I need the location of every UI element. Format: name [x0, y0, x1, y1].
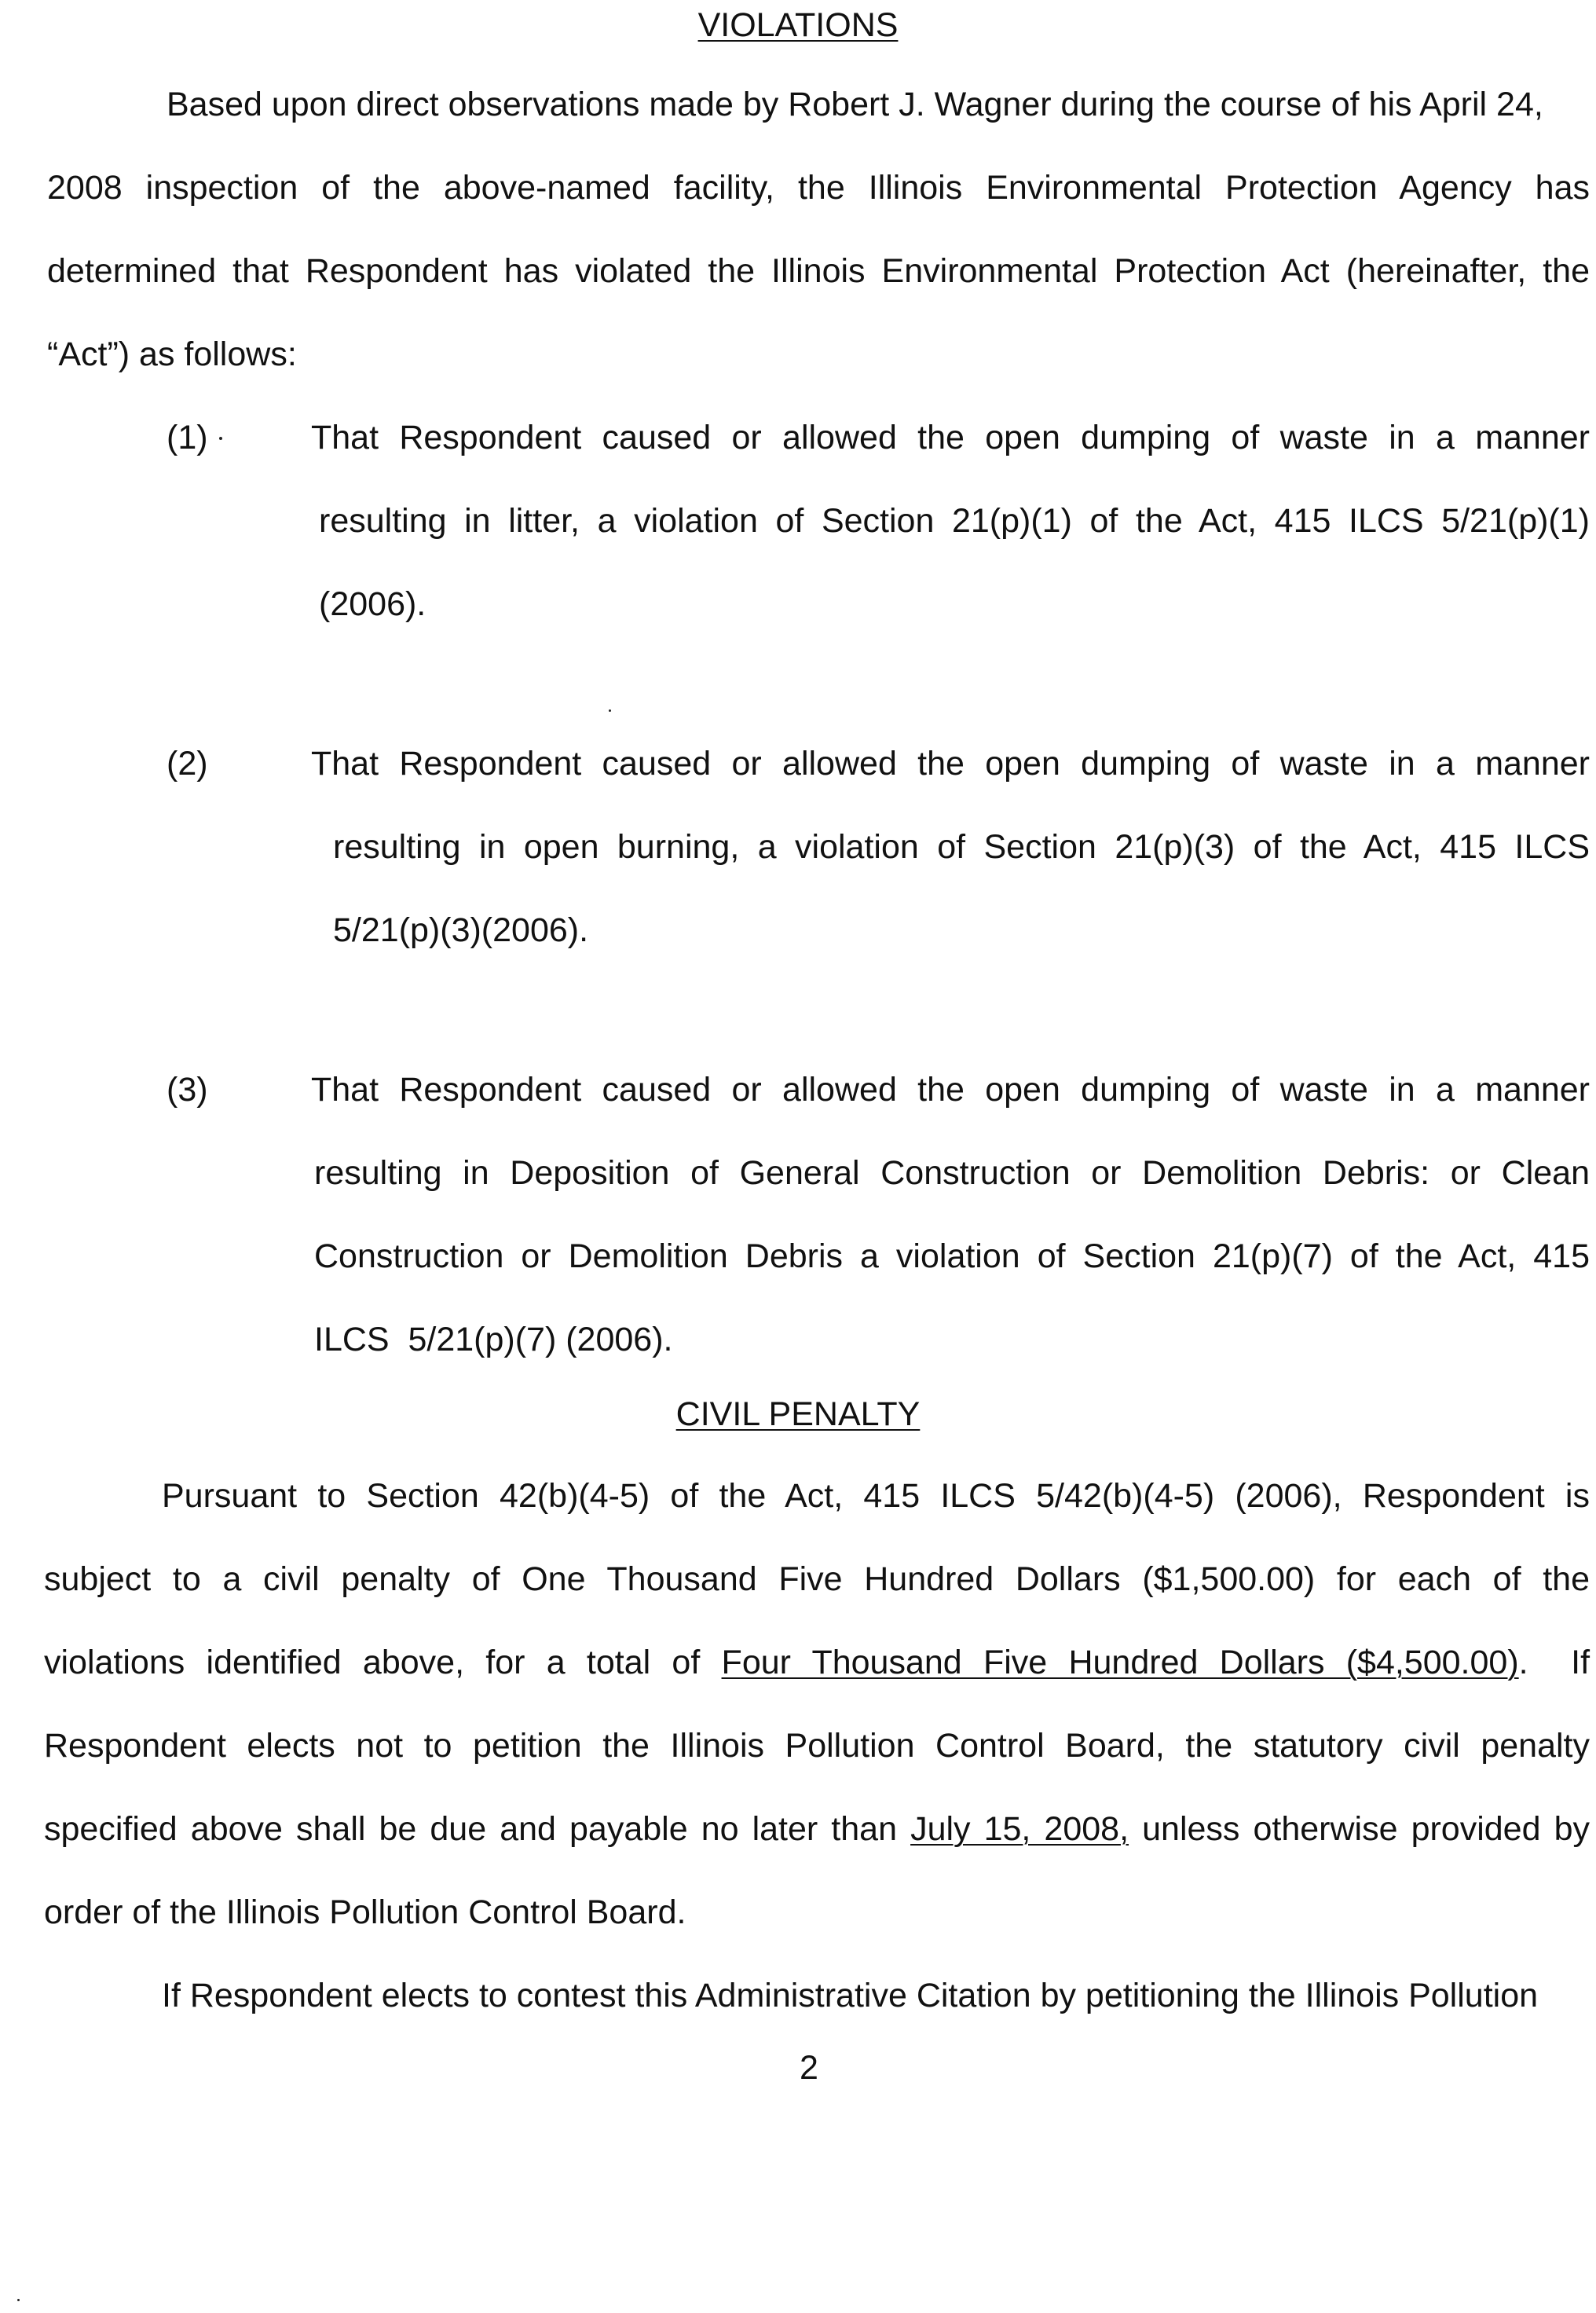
scan-speck — [609, 709, 611, 712]
violation-2-number: (2) — [167, 745, 208, 783]
penalty-total-amount: Four Thousand Five Hundred Dollars ($4,500.00) — [721, 1644, 1519, 1681]
violation-3-line-2: resulting in Deposition of General Construction or Demolition Debris: or Clean — [314, 1154, 1590, 1192]
penalty-line-5 — [44, 1805, 1590, 1853]
penalty-line-6: order of the Illinois Pollution Control Board. — [44, 1893, 686, 1931]
scan-speck — [17, 2299, 20, 2301]
penalty-line-3-text: violations identified above, for a total of — [44, 1644, 722, 1681]
penalty-line-4: Respondent elects not to petition the Illinois Pollution Control Board, the statutory civil penalty — [44, 1727, 1590, 1765]
contest-line: If Respondent elects to contest this Administrative Citation by petitioning the Illinois Pollution — [162, 1977, 1539, 2014]
violation-1-number: (1) — [167, 419, 208, 456]
penalty-line-5-end: unless otherwise provided by — [1129, 1810, 1590, 1848]
violation-1-line-3: (2006). — [319, 585, 426, 623]
penalty-due-date: July 15, 2008, — [910, 1810, 1129, 1848]
intro-line-1: Based upon direct observations made by Robert J. Wagner during the course of his April 24, — [167, 86, 1543, 123]
violation-3-line-1: That Respondent caused or allowed the open dumping of waste in a manner — [311, 1071, 1590, 1109]
penalty-line-1: Pursuant to Section 42(b)(4-5) of the Act, 415 ILCS 5/42(b)(4-5) (2006), Respondent is — [162, 1477, 1590, 1515]
violation-3-line-3: Construction or Demolition Debris a violation of Section 21(p)(7) of the Act, 415 — [314, 1237, 1590, 1275]
intro-line-2: 2008 inspection of the above-named facility, the Illinois Environmental Protection Agency has — [47, 169, 1590, 207]
civil-penalty-heading — [0, 1391, 1596, 1438]
violation-2-line-2: resulting in open burning, a violation of Section 21(p)(3) of the Act, 415 ILCS — [333, 828, 1590, 866]
violation-1-line-2: resulting in litter, a violation of Section 21(p)(1) of the Act, 415 ILCS 5/21(p)(1) — [319, 502, 1590, 540]
violation-1-line-1: That Respondent caused or allowed the open dumping of waste in a manner — [311, 419, 1590, 456]
violation-3-number: (3) — [167, 1071, 208, 1109]
page-number: 2 — [800, 2049, 818, 2087]
violations-heading — [0, 2, 1596, 49]
violations-heading-text: VIOLATIONS — [697, 6, 899, 44]
intro-line-4: “Act”) as follows: — [47, 335, 297, 373]
penalty-line-3-end: . If — [1518, 1644, 1591, 1681]
violation-3-line-4: ILCS 5/21(p)(7) (2006). — [314, 1321, 673, 1358]
penalty-line-2: subject to a civil penalty of One Thousand Five Hundred Dollars ($1,500.00) for each of the — [44, 1560, 1590, 1598]
scan-speck — [219, 437, 222, 440]
violation-2-line-1: That Respondent caused or allowed the open dumping of waste in a manner — [311, 745, 1590, 783]
intro-line-3: determined that Respondent has violated the Illinois Environmental Protection Act (hereinafter, the — [47, 252, 1590, 290]
penalty-line-5-text: specified above shall be due and payable no later than — [44, 1810, 911, 1848]
violation-2-line-3: 5/21(p)(3)(2006). — [333, 911, 589, 949]
civil-penalty-heading-text: CIVIL PENALTY — [675, 1395, 921, 1433]
penalty-line-3 — [44, 1639, 1590, 1686]
